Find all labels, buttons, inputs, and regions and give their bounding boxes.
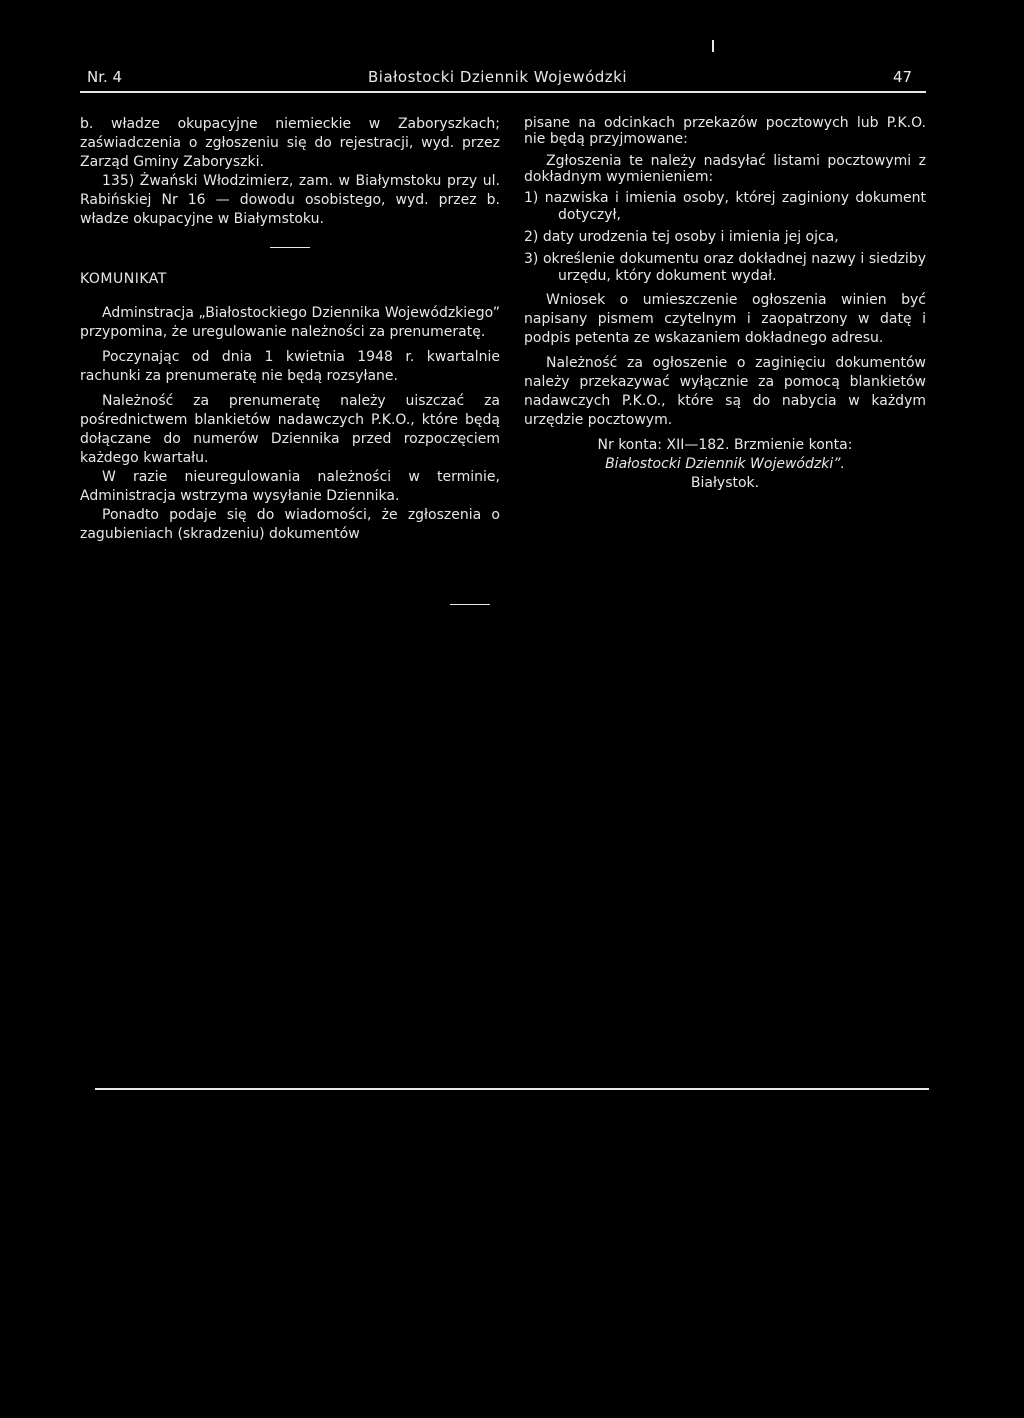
paragraph-zgloszenia: Zgłoszenia te należy nadsyłać listami pocztowymi z dokładnym wymienieniem: bbox=[524, 153, 926, 185]
paragraph-naleznosc: Należność za prenumeratę należy uiszczać za pośrednictwem blankietów nadawczych P.K.O., które będą dołączane do numerów Dziennika przed rozpoczęciem każdego kwartału. bbox=[80, 393, 500, 466]
paragraph-ponadto: Ponadto podaje się do wiadomości, że zgłoszenia o zagubieniach (skradzeniu) dokumentów bbox=[80, 507, 500, 542]
paragraph-zaboryszki: b. władze okupacyjne niemieckie w Zaboryszkach; zaświadczenia o zgłoszeniu się do rejestracji, wyd. przez Zarząd Gminy Zaboryszki. bbox=[80, 116, 500, 170]
list-item-1: 1) nazwiska i imienia osoby, której zaginiony dokument dotyczył, bbox=[524, 190, 926, 223]
paragraph-135: 135) Żwański Włodzimierz, zam. w Białymstoku przy ul. Rabińskiej Nr 16 — dowodu osobistego, wyd. przez b. władze okupacyjne w Białymstoku. bbox=[80, 173, 500, 227]
section-divider bbox=[270, 247, 310, 248]
komunikat-heading: KOMUNIKAT bbox=[80, 271, 167, 287]
paragraph-administracja: Adminstracja „Białostockiego Dziennika Wojewódzkiego” przypomina, że uregulowanie należności za prenumeratę. bbox=[80, 305, 500, 340]
city-name: Białystok. bbox=[690, 475, 760, 491]
paragraph-pisane: pisane na odcinkach przekazów pocztowych lub P.K.O. nie będą przyjmowane: bbox=[524, 115, 926, 147]
right-column bbox=[524, 115, 926, 493]
list-item-3: 3) określenie dokumentu oraz dokładnej nazwy i siedziby urzędu, który dokument wydał. bbox=[524, 251, 926, 284]
paragraph-poczynajac: Poczynając od dnia 1 kwietnia 1948 r. kwartalnie rachunki za prenumeratę nie będą rozsyłane. bbox=[80, 349, 500, 384]
bottom-rule bbox=[95, 1088, 929, 1090]
page-mark bbox=[712, 40, 714, 52]
list-item-2: 2) daty urodzenia tej osoby i imienia jej ojca, bbox=[524, 229, 839, 245]
account-name: Białostocki Dziennik Wojewódzki”. bbox=[605, 456, 845, 472]
column-end-rule bbox=[450, 604, 490, 605]
account-number: Nr konta: XII—182. Brzmienie konta: bbox=[597, 437, 853, 453]
page-number: 47 bbox=[893, 68, 913, 86]
journal-title: Białostocki Dziennik Wojewódzki bbox=[368, 68, 628, 86]
header-rule bbox=[80, 91, 926, 93]
issue-number: Nr. 4 bbox=[87, 68, 123, 86]
left-column bbox=[80, 115, 500, 544]
paragraph-wniosek: Wniosek o umieszczenie ogłoszenia winien być napisany pismem czytelnym i zaopatrzony w datę i podpis petenta ze wskazaniem dokładnego adresu. bbox=[524, 292, 926, 346]
paragraph-w-razie: W razie nieuregulowania należności w terminie, Administracja wstrzyma wysyłanie Dziennika. bbox=[80, 469, 500, 504]
paragraph-oplata: Należność za ogłoszenie o zaginięciu dokumentów należy przekazywać wyłącznie za pomocą blankietów nadawczych P.K.O., które są do nabycia w każdym urzędzie pocztowym. bbox=[524, 355, 926, 428]
